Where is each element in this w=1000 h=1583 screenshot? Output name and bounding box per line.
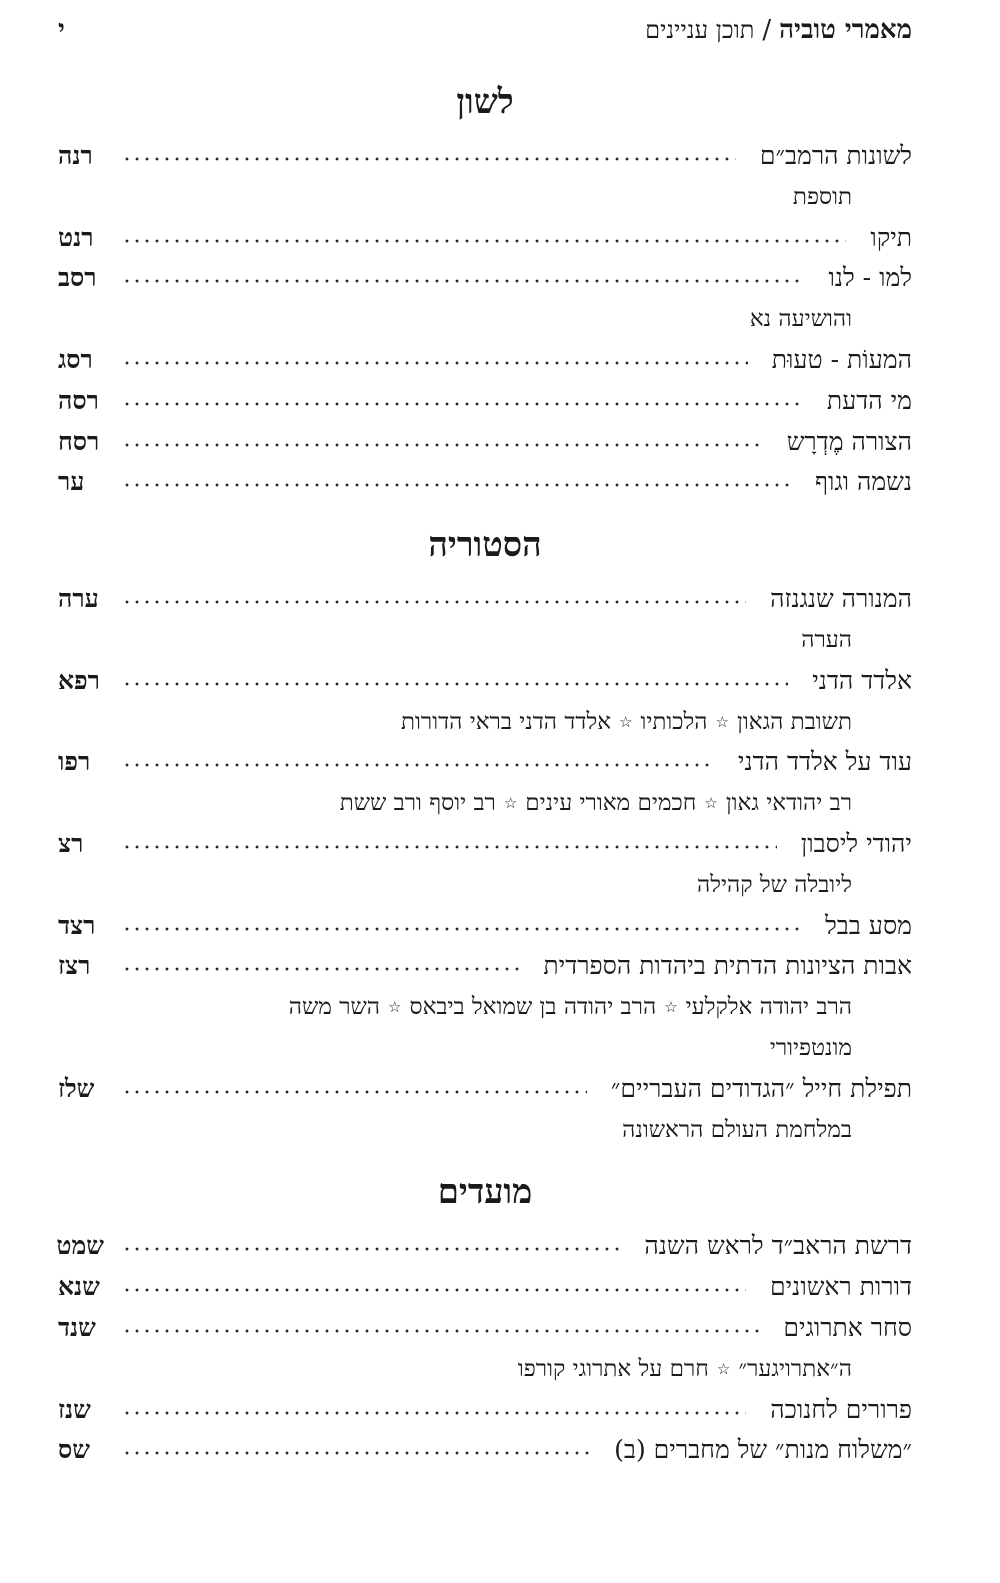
entry-title: למו - לנו — [828, 263, 912, 293]
toc-entry — [58, 218, 912, 258]
toc-entry — [58, 742, 912, 782]
entry-page-number: ער — [58, 467, 85, 497]
entry-page-number: רנה — [58, 141, 93, 170]
dot-leader — [122, 1451, 590, 1455]
entry-page-number: שלז — [58, 1073, 95, 1103]
subtitle-part: אלדד הדני בראי הדורות — [401, 708, 612, 735]
dot-leader — [122, 361, 748, 365]
subtitle-part: השר משה — [288, 994, 381, 1021]
entry-page-number: ערה — [58, 584, 99, 614]
subtitle-part: חרם על אתרוגי קורפו — [517, 1355, 709, 1382]
title-separator: / — [762, 15, 772, 45]
toc-entry — [58, 136, 912, 176]
dot-leader — [122, 682, 788, 686]
subtitle-part: רב יהודאי גאון — [725, 790, 852, 817]
entry-page-number: שמט — [56, 1231, 104, 1261]
dot-leader — [122, 279, 805, 283]
toc-entry — [58, 1069, 912, 1109]
entry-title: מסע בבל — [825, 910, 912, 940]
entry-page-number: רסג — [58, 345, 93, 374]
entry-page-number: רצז — [58, 951, 91, 981]
entry-page-number: רפו — [58, 747, 91, 777]
entry-page-number: שס — [58, 1435, 90, 1465]
entry-subtitle: תוספת — [792, 183, 852, 210]
entry-title: לשונות הרמב״ם — [759, 141, 912, 170]
toc-entry — [58, 340, 912, 380]
toc-entry — [58, 824, 912, 864]
entry-title: תיקו — [870, 222, 912, 252]
toc-entry — [58, 422, 912, 462]
subtitle-part: תשובת הגאון — [737, 708, 852, 735]
entry-title: תפילת חייל ״הגדודים העבריים״ — [610, 1073, 912, 1103]
entry-page-number: רצ — [58, 829, 84, 858]
entry-title: סחר אתרוגים — [783, 1313, 912, 1342]
toc-entry — [58, 258, 912, 298]
entry-title: עוד על אלדד הדני — [737, 747, 912, 777]
star-separator-icon: ☆ — [664, 998, 678, 1017]
dot-leader — [122, 1329, 759, 1333]
dot-leader — [122, 402, 803, 406]
entry-subtitle: ליובלה של קהילה — [697, 871, 852, 898]
entry-page-number: רנט — [58, 222, 94, 252]
entry-title: המעוֹת - טעוּת — [771, 345, 912, 374]
entry-title: אלדד הדני — [812, 665, 912, 695]
section-title: הסטוריה — [428, 525, 542, 566]
dot-leader — [122, 239, 846, 243]
dot-leader — [122, 600, 746, 604]
entry-title: אבות הציונות הדתית ביהדות הספרדית — [543, 951, 912, 981]
entry-title: דרשת הראב״ד לראש השנה — [644, 1231, 912, 1261]
entry-title: ״משלוח מנות״ של מחברים (ב) — [614, 1435, 912, 1465]
toc-entry — [58, 462, 912, 502]
entry-subtitle-continued: מונטפיורי — [769, 1035, 852, 1061]
dot-leader — [122, 927, 801, 931]
subtitle-part: רב יוסף ורב ששת — [339, 790, 496, 817]
star-separator-icon: ☆ — [716, 1359, 731, 1378]
page-number: י — [58, 15, 65, 45]
toc-entry — [58, 1267, 912, 1307]
entry-page-number: שנד — [58, 1313, 96, 1342]
entry-title: נשמה וגוף — [815, 467, 912, 497]
entry-page-number: רפא — [58, 665, 100, 695]
star-separator-icon: ☆ — [388, 998, 402, 1017]
subtitle-part: ה״אתרויגער״ — [738, 1355, 852, 1382]
dot-leader — [122, 967, 519, 971]
entry-page-number: רסח — [58, 426, 100, 456]
star-separator-icon: ☆ — [715, 712, 729, 731]
entry-title: דורות ראשונים — [770, 1272, 912, 1302]
subtitle-part: הרב יהודה אלקלעי — [685, 994, 852, 1021]
entry-subtitle: הערה — [801, 627, 852, 653]
dot-leader — [122, 1090, 587, 1094]
dot-leader — [122, 1411, 746, 1415]
subtitle-part: הלכותיו — [640, 708, 708, 735]
dot-leader — [122, 1247, 620, 1251]
dot-leader — [122, 845, 777, 849]
entry-page-number: רסה — [58, 385, 99, 415]
entry-page-number: שנא — [58, 1272, 100, 1302]
entry-subtitle — [58, 1349, 852, 1390]
section-name: תוכן עניינים — [645, 15, 755, 44]
star-separator-icon: ☆ — [619, 712, 633, 731]
entry-title: המנורה שנגנזה — [770, 584, 912, 614]
entry-page-number: רצד — [58, 910, 96, 940]
dot-leader — [122, 763, 714, 767]
toc-entry — [58, 906, 912, 946]
dot-leader — [122, 483, 791, 487]
entry-subtitle: במלחמת העולם הראשונה — [622, 1116, 852, 1143]
entry-title: יהודי ליסבון — [800, 829, 912, 858]
entry-subtitle — [58, 783, 852, 824]
dot-leader — [122, 157, 736, 161]
toc-entry — [58, 661, 912, 701]
star-separator-icon: ☆ — [704, 794, 718, 813]
subtitle-part: הרב יהודה בן שמואל ביבאס — [409, 994, 657, 1021]
subtitle-part: חכמים מאורי עינים — [525, 790, 697, 817]
entry-title: פרורים לחנוכה — [770, 1394, 912, 1424]
entry-subtitle — [58, 987, 852, 1028]
toc-entry — [58, 946, 912, 986]
entry-title: מי הדעת — [826, 385, 912, 415]
section-title: לשון — [456, 82, 514, 122]
toc-entry — [58, 1390, 912, 1430]
toc-entry — [58, 1308, 912, 1348]
toc-entry — [58, 1226, 912, 1266]
toc-entry — [58, 579, 912, 619]
dot-leader — [122, 443, 763, 447]
entry-page-number: רסב — [58, 263, 97, 293]
book-title: מאמרי טוביה — [779, 15, 912, 45]
entry-subtitle: והושיעה נא — [749, 306, 852, 333]
section-title: מועדים — [437, 1172, 533, 1213]
star-separator-icon: ☆ — [503, 794, 518, 813]
entry-page-number: שנז — [58, 1394, 91, 1424]
dot-leader — [122, 1288, 746, 1292]
toc-entry — [58, 381, 912, 421]
entry-subtitle — [58, 702, 852, 743]
toc-entry — [58, 1430, 912, 1470]
entry-title: הצורה מֶדְרָש — [786, 426, 912, 456]
